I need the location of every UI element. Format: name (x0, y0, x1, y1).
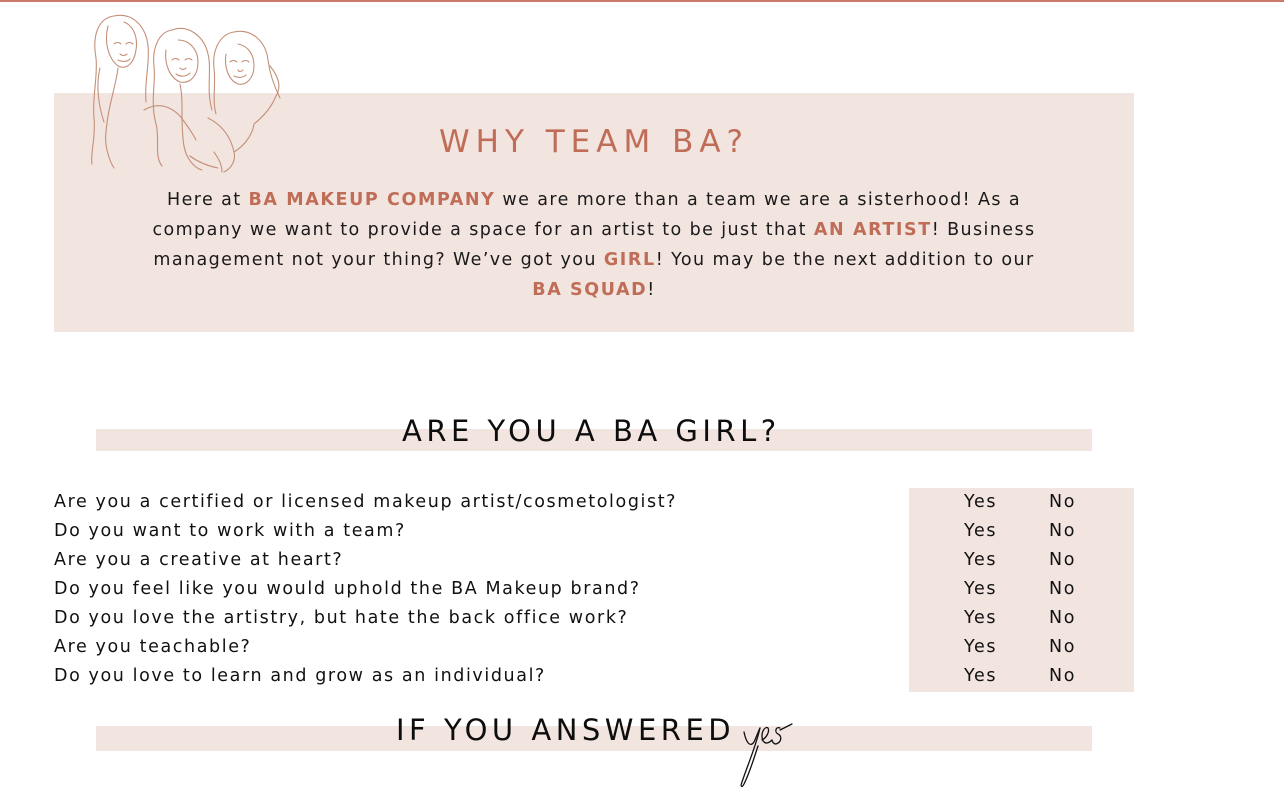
question-text: Do you want to work with a team? (54, 521, 406, 541)
question-text: Do you love to learn and grow as an individual? (54, 666, 546, 686)
answer-yes-option[interactable]: Yes (964, 521, 998, 541)
highlight-squad: BA SQUAD (532, 280, 648, 300)
question-row (54, 546, 1134, 575)
answer-no-option[interactable]: No (1049, 637, 1076, 657)
answer-yes-option[interactable]: Yes (964, 608, 998, 628)
question-row (54, 662, 1134, 691)
answer-yes-option[interactable]: Yes (964, 666, 998, 686)
answer-no-option[interactable]: No (1049, 492, 1076, 512)
why-team-ba-title: WHY TEAM BA? (438, 124, 749, 160)
question-text: Do you feel like you would uphold the BA Makeup brand? (54, 579, 641, 599)
body-text: Here at (167, 190, 249, 210)
answer-yes-option[interactable]: Yes (964, 579, 998, 599)
body-text: ! Business management not your thing? We’ve got you (153, 220, 1036, 270)
question-row (54, 575, 1134, 604)
answer-no-option[interactable]: No (1049, 666, 1076, 686)
question-row (54, 604, 1134, 633)
question-row (54, 517, 1134, 546)
body-text: we are more than a team we are a sisterhood! As a company we want to provide a space for an artist to be just that (152, 190, 1021, 240)
question-text: Are you teachable? (54, 637, 252, 657)
answered-title: IF YOU ANSWERED (396, 713, 736, 747)
answer-no-option[interactable]: No (1049, 550, 1076, 570)
body-text: ! (647, 280, 656, 300)
answer-no-option[interactable]: No (1049, 579, 1076, 599)
highlight-company: BA MAKEUP COMPANY (248, 190, 496, 210)
answer-yes-option[interactable]: Yes (964, 550, 998, 570)
why-team-ba-body (150, 185, 1038, 305)
question-text: Do you love the artistry, but hate the back office work? (54, 608, 629, 628)
highlight-artist: AN ARTIST (813, 220, 932, 240)
answer-no-option[interactable]: No (1049, 521, 1076, 541)
answer-no-option[interactable]: No (1049, 608, 1076, 628)
answer-yes-option[interactable]: Yes (964, 492, 998, 512)
question-text: Are you a certified or licensed makeup artist/cosmetologist? (54, 492, 678, 512)
answer-yes-option[interactable]: Yes (964, 637, 998, 657)
top-accent-rule (0, 0, 1284, 2)
question-row (54, 488, 1134, 517)
question-text: Are you a creative at heart? (54, 550, 344, 570)
quiz-title: ARE YOU A BA GIRL? (402, 414, 781, 448)
script-yes-word (736, 712, 800, 788)
highlight-girl: GIRL (603, 250, 656, 270)
body-text: ! You may be the next addition to our (655, 250, 1035, 270)
question-row (54, 633, 1134, 662)
